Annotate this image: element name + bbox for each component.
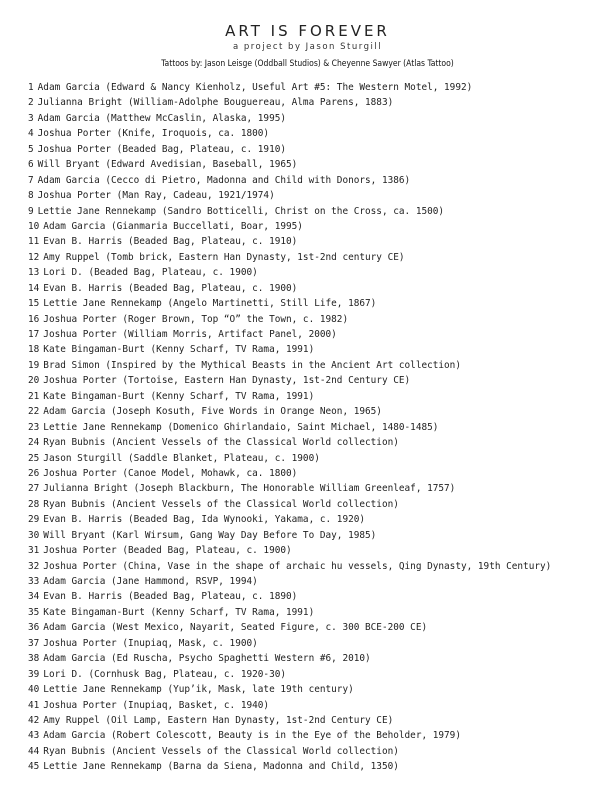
entry-number: 20 (28, 375, 40, 387)
entry-text: Lori D. (Cornhusk Bag, Plateau, c. 1920-30) (43, 668, 286, 680)
entry-number: 36 (28, 622, 40, 634)
entry-text: Joshua Porter (Roger Brown, Top “O” the Town, c. 1982) (43, 313, 349, 325)
entry-number: 40 (28, 684, 40, 696)
entry-number: 25 (28, 452, 40, 464)
entry-number: 12 (28, 251, 40, 263)
list-item (28, 451, 613, 466)
entry-number: 34 (28, 591, 40, 603)
entry-number: 14 (28, 282, 40, 294)
entry-number: 30 (28, 529, 40, 541)
entry-list (28, 80, 613, 775)
list-item (28, 528, 613, 543)
entry-text: Lettie Jane Rennekamp (Sandro Botticelli, Christ on the Cross, ca. 1500) (37, 205, 445, 217)
list-item (28, 759, 613, 774)
list-item (28, 698, 613, 713)
list-item (28, 80, 613, 95)
entry-number: 32 (28, 560, 40, 572)
entry-text: Joshua Porter (Man Ray, Cadeau, 1921/1974) (37, 190, 275, 202)
entry-text: Kate Bingaman-Burt (Kenny Scharf, TV Rama, 1991) (43, 344, 315, 356)
list-item (28, 605, 613, 620)
entry-text: Brad Simon (Inspired by the Mythical Beasts in the Ancient Art collection) (43, 359, 461, 371)
entry-number: 19 (28, 359, 40, 371)
list-item (28, 281, 613, 296)
entry-text: Joshua Porter (Beaded Bag, Plateau, c. 1910) (37, 143, 287, 155)
page-subtitle: a project by Jason Sturgill (232, 42, 383, 52)
entry-text: Adam Garcia (West Mexico, Nayarit, Seated Figure, c. 300 BCE-200 CE) (43, 622, 428, 634)
entry-number: 6 (28, 159, 34, 171)
entry-text: Joshua Porter (William Morris, Artifact Panel, 2000) (43, 329, 337, 340)
entry-text: Lettie Jane Rennekamp (Angelo Martinetti, Still Life, 1867) (43, 298, 377, 310)
entry-number: 4 (28, 128, 34, 140)
list-item (28, 466, 613, 481)
list-item (28, 389, 613, 404)
entry-text: Joshua Porter (Knife, Iroquois, ca. 1800) (37, 128, 270, 140)
entry-number: 1 (28, 82, 34, 93)
entry-number: 45 (28, 761, 40, 773)
entry-number: 3 (28, 112, 34, 124)
list-item (28, 620, 613, 635)
list-item (28, 188, 613, 203)
list-item (28, 636, 613, 651)
entry-number: 42 (28, 714, 40, 726)
list-item (28, 204, 613, 219)
list-item (28, 111, 613, 126)
list-item (28, 373, 613, 388)
entry-number: 39 (28, 668, 40, 680)
entry-number: 15 (28, 298, 40, 310)
tattoo-credits: Tattoos by: Jason Leisge (Oddball Studios) & Cheyenne Sawyer (Atlas Tattoo) (161, 59, 454, 69)
list-item (28, 173, 613, 188)
list-item (28, 265, 613, 280)
entry-text: Adam Garcia (Joseph Kosuth, Five Words in Orange Neon, 1965) (43, 406, 382, 418)
list-item (28, 296, 613, 311)
entry-number: 28 (28, 498, 40, 510)
entry-text: Joshua Porter (Inupiaq, Mask, c. 1900) (43, 637, 258, 649)
entry-text: Lettie Jane Rennekamp (Domenico Ghirlandaio, Saint Michael, 1480-1485) (43, 421, 439, 433)
page-title: ART IS FOREVER (225, 22, 390, 40)
entry-text: Julianna Bright (Joseph Blackburn, The Honorable William Greenleaf, 1757) (43, 483, 456, 495)
entry-number: 5 (28, 143, 34, 155)
entry-number: 21 (28, 390, 40, 402)
entry-number: 23 (28, 421, 40, 433)
entry-number: 9 (28, 205, 34, 217)
entry-number: 33 (28, 576, 40, 587)
entry-number: 27 (28, 483, 40, 495)
list-item (28, 95, 613, 110)
list-item (28, 713, 613, 728)
entry-text: Will Bryant (Karl Wirsum, Gang Way Day Before To Day, 1985) (43, 529, 377, 541)
entry-text: Joshua Porter (Tortoise, Eastern Han Dynasty, 1st-2nd Century CE) (43, 375, 411, 387)
entry-text: Joshua Porter (Beaded Bag, Plateau, c. 1900) (43, 545, 292, 557)
entry-number: 26 (28, 467, 40, 479)
entry-number: 17 (28, 329, 40, 340)
list-item (28, 327, 613, 342)
list-item (28, 682, 613, 697)
entry-text: Ryan Bubnis (Ancient Vessels of the Classical World collection) (43, 437, 399, 449)
entry-number: 24 (28, 437, 40, 449)
list-item (28, 651, 613, 666)
list-item (28, 142, 613, 157)
entry-text: Evan B. Harris (Beaded Bag, Plateau, c. 1900) (43, 282, 298, 294)
entry-number: 29 (28, 514, 40, 526)
entry-text: Adam Garcia (Robert Colescott, Beauty is in the Eye of the Beholder, 1979) (43, 730, 461, 742)
entry-text: Evan B. Harris (Beaded Bag, Ida Wynooki, Yakama, c. 1920) (43, 514, 366, 526)
entry-number: 22 (28, 406, 40, 418)
entry-text: Joshua Porter (Canoe Model, Mohawk, ca. 1800) (43, 467, 298, 479)
entry-number: 11 (28, 236, 40, 248)
list-item (28, 250, 613, 265)
entry-text: Joshua Porter (China, Vase in the shape of archaic hu vessels, Qing Dynasty, 19th Century) (43, 560, 552, 572)
entry-text: Adam Garcia (Matthew McCaslin, Alaska, 1995) (37, 112, 287, 124)
entry-text: Evan B. Harris (Beaded Bag, Plateau, c. 1890) (43, 591, 298, 603)
list-item (28, 512, 613, 527)
entry-number: 43 (28, 730, 40, 742)
entry-text: Adam Garcia (Cecco di Pietro, Madonna and Child with Donors, 1386) (37, 174, 411, 186)
entry-number: 31 (28, 545, 40, 557)
list-item (28, 404, 613, 419)
entry-number: 38 (28, 653, 40, 665)
entry-text: Evan B. Harris (Beaded Bag, Plateau, c. 1910) (43, 236, 298, 248)
entry-number: 41 (28, 699, 40, 711)
list-item (28, 667, 613, 682)
entry-text: Ryan Bubnis (Ancient Vessels of the Classical World collection) (43, 498, 399, 510)
entry-text: Kate Bingaman-Burt (Kenny Scharf, TV Rama, 1991) (43, 390, 315, 402)
list-item (28, 126, 613, 141)
entry-text: Ryan Bubnis (Ancient Vessels of the Classical World collection) (43, 745, 399, 757)
entry-number: 37 (28, 637, 40, 649)
entry-text: Will Bryant (Edward Avedisian, Baseball, 1965) (37, 159, 298, 171)
list-item (28, 219, 613, 234)
list-item (28, 234, 613, 249)
entry-number: 7 (28, 174, 34, 186)
list-item (28, 420, 613, 435)
entry-number: 18 (28, 344, 40, 356)
entry-text: Amy Ruppel (Oil Lamp, Eastern Han Dynasty, 1st-2nd Century CE) (43, 714, 394, 726)
list-item (28, 342, 613, 357)
list-item (28, 574, 613, 589)
list-item (28, 435, 613, 450)
list-item (28, 728, 613, 743)
entry-text: Adam Garcia (Gianmaria Buccellati, Boar, 1995) (43, 220, 303, 232)
list-item (28, 481, 613, 496)
entry-number: 10 (28, 220, 40, 232)
entry-text: Amy Ruppel (Tomb brick, Eastern Han Dynasty, 1st-2nd century CE) (43, 251, 405, 263)
entry-text: Adam Garcia (Edward & Nancy Kienholz, Useful Art #5: The Western Motel, 1992) (37, 82, 473, 93)
entry-number: 16 (28, 313, 40, 325)
list-item (28, 559, 613, 574)
list-item (28, 358, 613, 373)
entry-number: 13 (28, 267, 40, 279)
entry-text: Kate Bingaman-Burt (Kenny Scharf, TV Rama, 1991) (43, 606, 315, 618)
entry-text: Adam Garcia (Jane Hammond, RSVP, 1994) (43, 576, 258, 587)
entry-number: 35 (28, 606, 40, 618)
entry-number: 2 (28, 97, 34, 109)
entry-text: Adam Garcia (Ed Ruscha, Psycho Spaghetti Western #6, 2010) (43, 653, 371, 665)
entry-number: 8 (28, 190, 34, 202)
entry-text: Lori D. (Beaded Bag, Plateau, c. 1900) (43, 267, 258, 279)
entry-text: Jason Sturgill (Saddle Blanket, Plateau, c. 1900) (43, 452, 320, 464)
list-item (28, 589, 613, 604)
list-item (28, 497, 613, 512)
entry-number: 44 (28, 745, 40, 757)
list-item (28, 543, 613, 558)
entry-text: Joshua Porter (Inupiaq, Basket, c. 1940) (43, 699, 270, 711)
entry-text: Lettie Jane Rennekamp (Barna da Siena, Madonna and Child, 1350) (43, 761, 399, 773)
entry-text: Lettie Jane Rennekamp (Yup’ik, Mask, late 19th century) (43, 684, 354, 696)
list-item (28, 312, 613, 327)
list-item (28, 744, 613, 759)
entry-text: Julianna Bright (William-Adolphe Bouguereau, Alma Parens, 1883) (37, 97, 394, 109)
list-item (28, 157, 613, 172)
